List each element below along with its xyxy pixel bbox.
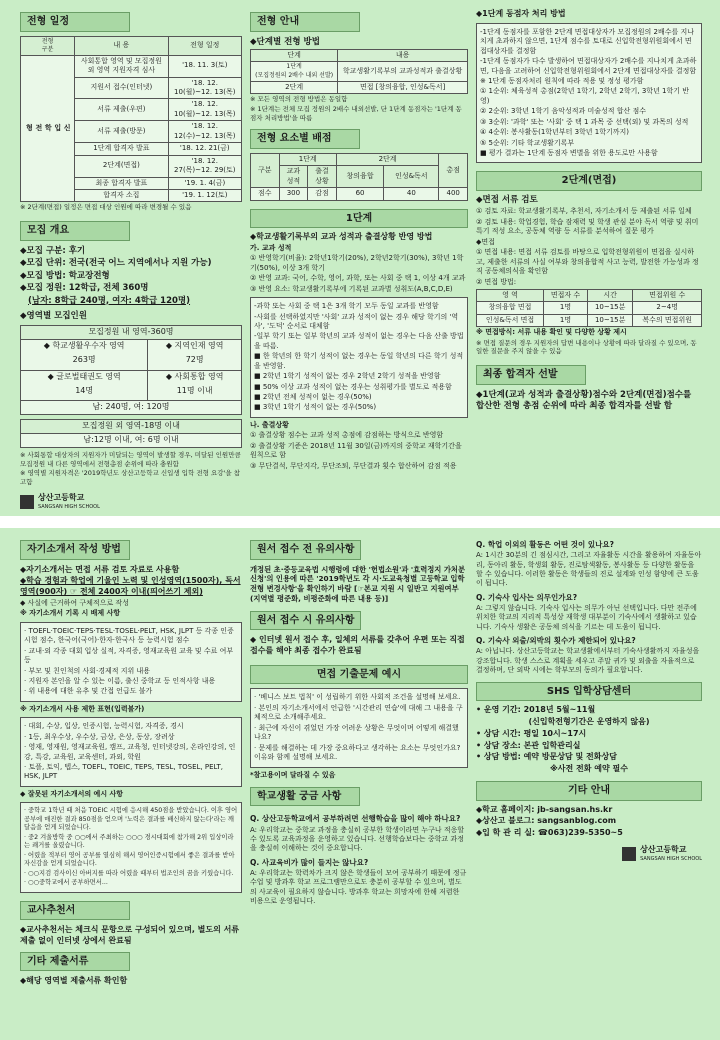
s1-box <box>250 297 468 418</box>
sched-cell: '18. 12. 12(수)~12. 13(목) <box>168 121 241 143</box>
list-item: ⑤ 5순위: 기타 학교생활기록부 <box>480 138 575 147</box>
list-item: · TOEFL·TOEIC·TEPS·TESL·TOSEL·PELT, HSK, JLPT 등 각종 인증 시험 점수, 한국어(국어)·한자·한국사 등 능력시험 점수 <box>24 626 234 645</box>
faq-question: Q. 학업 이외의 활동은 어떤 것이 있나요? <box>476 540 614 549</box>
info-title: 기타 안내 <box>476 781 702 801</box>
in-cell-2: ◆ 글로벌태권도 영역 14명 <box>21 370 148 401</box>
list-item: · '베니스 보트 법칙' 이 성립하기 위한 사회적 조건을 설명해 보세요. <box>254 693 461 702</box>
rule-box <box>20 622 242 702</box>
ov-0: ◆모집 구분: 후기 <box>20 245 86 256</box>
faq-question: Q. 사교육비가 많이 들지는 않나요? <box>250 857 369 867</box>
sched-cell: '18. 12. 27(목)~12. 29(토) <box>168 155 241 177</box>
sched-cell: 서류 제출(방문) <box>75 121 168 143</box>
method-title: ◆단계별 전형 방법 <box>250 36 320 47</box>
list-item: ② 면접 방법: <box>476 277 517 286</box>
faq-list-right <box>476 540 702 676</box>
method-table: 단계 내용 1단계 (모집정원의 2배수 내외 선발) 학교생활기록부의 교과성적과 출결상황 2단계 면접 [창의융합, 인성&독서] <box>250 49 468 94</box>
list-item: · 토플, 토익, 텝스, TOEFL, TOEIC, TEPS, TESL, TOSEL, PELT, HSK, JLPT <box>24 763 223 781</box>
sched-cell: '19. 1. 4(금) <box>168 177 241 189</box>
list-item: -사회를 선택하였지만 '사회' 교과 성적이 없는 경우 해당 학기의 '역사', '도덕' 순서로 대체함 <box>254 312 459 330</box>
cau-title: 원서 접수 시 유의사항 <box>250 611 361 631</box>
sched-cell: '18. 12. 21(금) <box>168 143 241 155</box>
list-item: · 대회, 수상, 입상, 인증시험, 능력시험, 자격증, 경시 <box>24 722 184 731</box>
tie-box <box>476 23 702 164</box>
ov-1: ◆모집 단위: 전국(전국 어느 지역에서나 지원 가능) <box>20 258 212 269</box>
list-item: · 교내·외 각종 대회 입상 실적, 자격증, 영재교육원 교육 및 수료 여부 등 <box>24 646 234 665</box>
faq-answer: A: 그렇지 않습니다. 기숙사 입사는 의무가 아닌 선택입니다. 다만 전주에 위치한 학교의 지리적 특성상 재학생 대부분이 기숙사에서 생활하고 있습니다. 기숙사 생활은 공동체 의식을 기르는 데 도움이 됩니다. <box>476 604 697 631</box>
faq-answer: A: 1시간 30분의 긴 점심시간, 그리고 자율활동 시간을 활용하여 자율동아리, 동아리 활동, 학생회 활동, 진로탐색활동, 봉사활동 등 다양한 활동을 할 수 있습니다. 이러한 활동은 학생들의 진로 설계와 인성 함양에 큰 도움이 됩니다. <box>476 551 702 588</box>
top-col-1 <box>20 8 242 510</box>
list-item: -1단계 동점자를 포함한 2단계 면접대상자가 모집정원의 2배수를 지나치게 초과하지 않으면, 1단계 점수를 토대로 신입학전형위원회에서 면접대상자를 결정함 <box>480 27 695 55</box>
s2-items <box>476 207 702 287</box>
list-item: · 중학교 1학년 때 처음 TOEIC 시험에 응시해 450점을 받았습니다. 이후 영어공부에 매진한 결과 850점을 얻으며 '노력은 결과를 배신하지 않는다'라는 깨달음을 얻게 되었습니다. <box>24 807 238 832</box>
list-item: · 영재, 영재원, 영재교육원, 캠프, 교육청, 인터넷강의, 온라인강의, 인강, 특강, 교육원, 교육센터, 과외, 학원 <box>24 743 236 761</box>
list-item: · ○○지검 검사이신 아버지를 따라 어렸을 때부터 법조인의 꿈을 키웠습니다. <box>24 869 234 877</box>
list-item: ② 검토 내용: 학업경험, 학습 잠재력 및 학생 관심 분야 독서 역량 및 취미 특기 적성 요소, 공동체 역량 등 서류를 분석하여 질문 평가 <box>476 217 699 236</box>
list-item: -과학 또는 사회 중 택 1은 3개 학기 모두 동일 교과를 반영함 <box>254 302 439 311</box>
faq-answer: A: 우리학교는 중학교 과정을 충실히 공부한 학생이라면 누구나 적응할 수 있도록 교육과정을 운영하고 있습니다. 선행학습보다는 중학교 과정을 충실히 이해하는 것이 중요합니다. <box>250 825 465 853</box>
list-item: ■ 한 학년의 한 학기 성적이 없는 경우는 동일 학년의 다른 학기 성적을 반영함. <box>254 352 464 370</box>
ivq-box <box>250 688 468 767</box>
list-item: ④ 4순위: 봉사활동(1학년부터 3학년 1학기까지) <box>480 128 630 137</box>
faq-question: Q. 기숙사 외출/외박의 횟수가 제한되어 있나요? <box>476 636 636 646</box>
center-title: SHS 입학상담센터 <box>476 682 702 702</box>
list-item: · 최근에 자신이 겪었던 가장 어려운 상황은 무엇이며 어떻게 해결했나요? <box>254 723 459 742</box>
list-item: ■ 평가 결과는 1단계 동점자 변별을 위한 용도로만 사용함 <box>480 149 658 158</box>
bot-col-2: 원서 접수 전 유의사항 개정된 초·중등교육법 시행령에 대한 '헌법소원'과 '효력정지 가처분신청'의 인용에 따른 '2019학년도 각 시·도교육청별 고등학교 입학전형 변경사항'을 확인하기 바람 [☞본교 지원 시 일반고 지원여부 (지역별 평준화, 비평준화에 따른 내용 등)] 원서 접수 시 유의사항 ◆ 인터넷 원서 접수 후, 일체의 서류를 갖추어 우편 또는 직접 접수를 해야 최종 접수가 완료됨 면접 기출문제 예시 · '베니스 보트 법칙' 이 성립하기 위한 사회적 조건을 설명해 보세요. · 본인의 자기소개서에서 언급한 '시간관리 연습'에 대해 그 내용을 구체적으로 소개해주세요. · 최근에 자신이 겪었던 가장 어려운 상황은 무엇이며 어떻게 해결했나요? · 문제를 해결하는 데 가장 중요하다고 생각하는 요소는 무엇인가요? 이유와 함께 설명해 보세요. *참고용이며 달라질 수 있음 학교생활 궁금 사항 Q. 상산고등학교에서 공부하려면 선행학습을 많이 해야 하나요? A: 우리학교는 중학교 과정을 충실히 공부한 학생이라면 누구나 적응할 수 있도록 교육과정을 운영하고 있습니다. 선행학습보다는 중학교 과정을 충실히 이해하는 것이 중요합니다. Q. 사교육비가 많이 들지는 않나요? A: 우리학교는 학력차가 크지 않은 학생들이 모여 공부하기 때문에 정규수업 및 방과후 학교 프로그램만으로도 충분히 공부할 수 있으며, 별도의 사교육이 필요하지 않습니다. 방과후 학교는 희망자에 한해 저렴한 비용으로 운영됩니다. <box>250 536 468 908</box>
list-item: ■ 50% 이상 교과 성적이 없는 경우는 성취평가를 별도로 적용함 <box>254 382 452 391</box>
guide-title: 전형 안내 <box>250 12 360 32</box>
forbid-box <box>20 717 242 787</box>
score-title: 전형 요소별 배점 <box>250 129 360 149</box>
out-sub: 남:12명 이내, 여: 6명 이내 <box>21 434 242 448</box>
list-item: -일부 학기 또는 일부 학년의 교과 성적이 없는 경우는 다음 산출 방법을 따름. <box>254 332 464 350</box>
overview-title: 모집 개요 <box>20 221 130 241</box>
list-item: ① 면접 내용: 면접 서류 검토를 바탕으로 입학전형위원이 면접을 실시하고, 제출한 서류의 사실 여부와 창의융합적 사고 능력, 발전한 가능성과 정직 공동체의식을 확인함 <box>476 248 699 276</box>
faq-question: Q. 상산고등학교에서 공부하려면 선행학습을 많이 해야 하나요? <box>250 814 461 824</box>
blog-link[interactable]: ◆상산고 블로그: sangsanblog.com <box>476 816 617 826</box>
sched-cell: '19. 1. 12(토) <box>168 189 241 201</box>
sched-note: ※ 2단계(면접) 일정은 면접 대상 인원에 따라 변경될 수 있음 <box>20 203 192 212</box>
list-item: · 1등, 최우수상, 우수상, 금상, 은상, 동상, 장려상 <box>24 732 175 741</box>
bottom-sheet <box>0 528 720 1040</box>
top-col-2: 전형 안내 ◆단계별 전형 방법 단계 내용 1단계 (모집정원의 2배수 내외 선발) 학교생활기록부의 교과성적과 출결상황 2단계 면접 [창의융합, 인성&독서] ※ 모든 영역의 전형 방법은 동일함 ※ 1단계는 전체 모집 정원의 2배수 내외선발, 단 1단계 동점자는 '1단계 동점자 처리방법'을 따름 전형 요소별 배점 구분 1단계 2단계 총점 교과 성적 출결 상황 창의융합 인성&독서 점수 300 감점 60 40 400 1단계 ◆학교생활기록부의 교과 성적과 출결상황 반영 방법 가. 교과 성적 ① 반영학기(비율): 2학년1학기(20%), 2학년2학기(30%), 3학년 1학기(50%), 이상 3개 학기 ② 반영 교과: 국어, 수학, 영어, 과학, 또는 사회 중 택 1, 이상 4개 교과 ③ 반영 요소: 학교생활기록부에 기록된 교과별 성취도(A,B,C,D,E) -과학 또는 사회 중 택 1은 3개 학기 모두 동일 교과를 반영함 -사회를 선택하였지만 '사회' 교과 성적이 없는 경우 해당 학기의 '역사', '도덕' 순서로 대체함 -일부 학기 또는 일부 학년의 교과 성적이 없는 경우는 다음 산출 방법을 따름. ■ 한 학년의 한 학기 성적이 없는 경우는 동일 학년의 다른 학기 성적을 반영함. ■ 2학년 1학기 성적이 없는 경우 2학년 2학기 성적을 반영함 ■ 50% 이상 교과 성적이 없는 경우는 성취평가를 별도로 적용함 ■ 2학년 전체 성적이 없는 경우(50%) ■ 3학년 1학기 성적이 없는 경우(50%) 나. 출결상황 ① 출결상황 점수는 교과 성적 총점에 감점하는 방식으로 반영함 ② 출결상황 기준은 2018년 11월 30일(금)까지의 중학교 재학기간을 원칙으로 함 ③ 무단결석, 무단지각, 무단조퇴, 무단결과 횟수 합산하여 감점 적용 <box>250 8 468 472</box>
list-item: · 부모 및 친인척의 사회·경제적 지위 내용 <box>24 666 150 675</box>
in-cell-3: ◆ 사회통합 영역 11명 이내 <box>148 370 242 401</box>
sched-cell: 지원서 접수(인터넷) <box>75 77 168 99</box>
faq-title: 학교생활 궁금 사항 <box>250 787 360 807</box>
list-item: · 어렸을 적부터 영어 공부를 열심히 해서 영어인증시험에서 좋은 결과를 받아 자신감을 얻게 되었습니다. <box>24 851 235 868</box>
self-title: 자기소개서 작성 방법 <box>20 540 130 560</box>
pre-title: 원서 접수 전 유의사항 <box>250 540 361 560</box>
faq-answer: A: 우리학교는 학력차가 크지 않은 학생들이 모여 공부하기 때문에 정규수업 및 방과후 학교 프로그램만으로도 충분히 공부할 수 있으며, 별도의 사교육이 필요하지 않습니다. 방과후 학교는 희망자에 한해 저렴한 비용으로 운영됩니다. <box>250 869 467 906</box>
list-item: · ○○중학교에서 공부하면서... <box>24 879 108 887</box>
sched-cell: 합격자 소집 <box>75 189 168 201</box>
sched-side: 신 입 학 전 형 <box>21 55 75 202</box>
bot-col-1: 자기소개서 작성 방법 ◆자기소개서는 면접 서류 검토 자료로 사용함 ◆학습 경험과 학업에 기울인 노력 및 인성영역(1500자), 독서영역(900자) ☞ 전체 2400자 이내(띄어쓰기 제외) ◆ 사실에 근거하여 구체적으로 작성 ※ 자기소개서 기록 시 배제 사항 · TOEFL·TOEIC·TEPS·TESL·TOSEL·PELT, HSK, JLPT 등 각종 인증 시험 점수, 한국어(국어)·한자·한국사 등 능력시험 점수 · 교내·외 각종 대회 입상 실적, 자격증, 영재교육원 교육 및 수료 여부 등 · 부모 및 친인척의 사회·경제적 지위 내용 · 지원자 본인을 알 수 있는 이름, 출신 중학교 등 인적사항 내용 · 위 내용에 대한 유추 및 간접 언급도 불가 ※ 자기소개서 사용 제한 표현(입력불가) · 대회, 수상, 입상, 인증시험, 능력시험, 자격증, 경시 · 1등, 최우수상, 우수상, 금상, 은상, 동상, 장려상 · 영재, 영재원, 영재교육원, 캠프, 교육청, 인터넷강의, 온라인강의, 인강, 특강, 교육원, 교육센터, 과외, 학원 · 토플, 토익, 텝스, TOEFL, TOEIC, TEPS, TESL, TOSEL, PELT, HSK, JLPT ◆ 잘못된 자기소개서의 예시 사항 · 중학교 1학년 때 처음 TOEIC 시험에 응시해 450점을 받았습니다. 이후 영어공부에 매진한 결과 850점을 얻으며 '노력은 결과를 배신하지 않는다'라는 깨달음을 얻게 되었습니다. · 중2 겨울방학 중 ○○에서 주최하는 ○○○ 경시대회에 참가해 2위 입상이라는 쾌거를 올렸습니다. · 어렸을 적부터 영어 공부를 열심히 해서 영어인증시험에서 좋은 결과를 받아 자신감을 얻게 되었습니다. · ○○지검 검사이신 아버지를 따라 어렸을 때부터 법조인의 꿈을 키웠습니다. · ○○중학교에서 공부하면서... 교사추천서 ◆교사추천서는 체크식 문항으로 구성되어 있으며, 별도의 서류 제출 없이 인터넷 상에서 완료됨 기타 제출서류 ◆해당 영역별 제출서류 확인함 <box>20 536 242 988</box>
iv-q-title: 면접 기출문제 예시 <box>250 665 468 685</box>
sched-cell: 최종 합격자 발표 <box>75 177 168 189</box>
schedule-table <box>20 36 242 203</box>
list-item: · 본인의 자기소개서에서 언급한 '시간관리 연습'에 대해 그 내용을 구체적으로 소개해주세요. <box>254 703 463 722</box>
sched-head-0: 전형 구분 <box>21 36 75 55</box>
area-title: ◆영역별 모집인원 <box>20 310 87 321</box>
out-head: 모집정원 외 영역-18명 이내 <box>21 420 242 434</box>
list-item: ■ 2학년 전체 성적이 없는 경우(50%) <box>254 393 372 401</box>
list-item: · 중2 겨울방학 중 ○○에서 주최하는 ○○○ 경시대회에 참가해 2위 입상이라는 쾌거를 올렸습니다. <box>24 833 234 850</box>
list-item: ① 검토 자료: 학교생활기록부, 추천서, 자기소개서 등 제출된 서류 일체 <box>476 207 692 216</box>
note-1: ※ 영역별 지원자격은 '2019학년도 상산고등학교 신입생 입학 전형 요강'을 참고함 <box>20 469 240 487</box>
top-col-3: ◆1단계 동점자 처리 방법 -1단계 동점자를 포함한 2단계 면접대상자가 모집정원의 2배수를 지나치게 초과하지 않으면, 1단계 점수를 토대로 신입학전형위원회에서 면접대상자를 결정함 -1단계 동점자가 다수 발생하여 면접대상자가 2배수를 지나치게 초과하면, 다음을 고려하여 신입학전형위원회에서 2단계 면접대상자를 결정함 ※ 1단계 동점자처리 원칙에 따라 적용 및 정성 평가함 ① 1순위: 체육성적 총점(2학년 1학기, 2학년 2학기, 3학년 1학기 반영) ② 2순위: 3학년 1학기 음악성적과 미술성적 합산 점수 ③ 3순위: '과학' 또는 '사회' 중 택 1 과목 중 선택(외) 및 과목의 성적 ④ 4순위: 봉사활동(1학년부터 3학년 1학기까지) ⑤ 5순위: 기타 학교생활기록부 ■ 평가 결과는 1단계 동점자 변별을 위한 용도로만 사용함 2단계(면접) ◆면접 서류 검토 ① 검토 자료: 학교생활기록부, 추천서, 자기소개서 등 제출된 서류 일체 ② 검토 내용: 학업경험, 학습 잠재력 및 학생 관심 분야 독서 역량 및 취미 특기 적성 요소, 공동체 역량 등 서류를 분석하여 질문 평가 ◆면접 ① 면접 내용: 면접 서류 검토를 바탕으로 입학전형위원이 면접을 실시하고, 제출한 서류의 사실 여부와 창의융합적 사고 능력, 발전한 가능성과 정직 공동체의식을 확인함 ② 면접 방법: 영 역 면접자 수 시간 면접위원 수 창의융합 면접 1명 10~15분 2~4명 인성&독서 면접 1명 10~15분 복수의 면접위원 ※ 면접방식: 서류 내용 확인 및 다양한 상황 제시 ※ 면접 질문의 경우 지원자의 답변 내용이나 상황에 따라 달라질 수 있으며, 동일한 질문을 주지 않을 수 있음 최종 합격자 선발 ◆1단계(교과 성적과 출결상황)점수와 2단계(면접)점수를 합산한 전형 총점 순위에 따라 최종 합격자를 선발 함 <box>476 8 702 414</box>
sched-row <box>21 55 242 77</box>
list-item: ■ 2학년 1학기 성적이 없는 경우 2학년 2학기 성적을 반영함 <box>254 372 441 381</box>
faq-answer: A: 아닙니다. 상산고등학교는 학교생활에서부터 기숙사생활까지 자율성을 강조합니다. 학생 스스로 계획을 세우고 주말 귀가 및 외출을 자율적으로 결정하며, 단 외박 시에는 학부모의 동의가 필요합니다. <box>476 647 700 675</box>
note-0: ※ 사회통합 대상자의 지원자가 미달되는 영역이 발생할 경우, 미달된 인원만큼 모집정원 내 다른 영역에서 전형총점 순위에 따라 충원함 <box>20 450 241 468</box>
list-item: ② 2순위: 3학년 1학기 음악성적과 미술성적 합산 점수 <box>480 107 647 116</box>
school-logo-bottom: 상산고등학교 SANGSAN HIGH SCHOOL <box>476 845 702 863</box>
list-item: ① 1순위: 체육성적 총점(2학년 1학기, 2학년 2학기, 3학년 1학기 반영) <box>480 87 690 105</box>
in-total: 남: 240명, 여: 120명 <box>21 401 242 415</box>
sched-head-2: 전형 일정 <box>168 36 241 55</box>
top-sheet <box>0 0 720 516</box>
sched-cell: 1단계 합격자 발표 <box>75 143 168 155</box>
faq-list-left <box>250 814 468 906</box>
ov-3: ◆모집 정원: 12학급, 전체 360명 <box>20 283 149 294</box>
in-cell-1: ◆ 지역인재 영역 72명 <box>148 340 242 371</box>
list-item: ③ 3순위: '과학' 또는 '사회' 중 택 1 과목 중 선택(외) 및 과목의 성적 <box>480 117 689 126</box>
bot-col-3: Q. 학업 이외의 활동은 어떤 것이 있나요? A: 1시간 30분의 긴 점심시간, 그리고 자율활동 시간을 활용하여 자율동아리, 동아리 활동, 학생회 활동, 진로탐색활동, 봉사활동 등 다양한 활동을 할 수 있습니다. 이러한 활동은 학생들의 진로 설계와 인성 함양에 큰 도움이 됩니다. Q. 기숙사 입사는 의무인가요? A: 그렇지 않습니다. 기숙사 입사는 의무가 아닌 선택입니다. 다만 전주에 위치한 학교의 지리적 특성상 재학생 대부분이 기숙사에서 생활하고 있습니다. 기숙사 생활은 공동체 의식을 기르는 데 도움이 됩니다. Q. 기숙사 외출/외박의 횟수가 제한되어 있나요? A: 아닙니다. 상산고등학교는 학교생활에서부터 기숙사생활까지 자율성을 강조합니다. 학생 스스로 계획을 세우고 주말 귀가 및 외출을 자율적으로 결정하며, 단 외박 시에는 학부모의 동의가 필요합니다. SHS 입학상담센터 • 운영 기간: 2018년 5월~11월 (신입학전형기간은 운영하지 않음) • 상담 시간: 평일 10시~17시 • 상담 장소: 본관 입학관리실 • 상담 방법: 예약 방문상담 및 전화상담 ※사전 전화 예약 필수 기타 안내 ◆학교 홈페이지: jb-sangsan.hs.kr ◆상산고 블로그: sangsanblog.com ◆입 학 관 리 실: ☎063)239-5350~5 상산고등학교 SANGSAN HIGH SCHOOL <box>476 540 702 862</box>
sched-cell: '18. 12. 10(월)~12. 13(목) <box>168 99 241 121</box>
tie-title: ◆1단계 동점자 처리 방법 <box>476 9 566 18</box>
final-title: 최종 합격자 선발 <box>476 365 586 385</box>
homepage-link[interactable]: ◆학교 홈페이지: jb-sangsan.hs.kr <box>476 804 613 814</box>
out-table <box>20 419 242 448</box>
in-head: 모집정원 내 영역-360명 <box>21 326 242 340</box>
list-item: ■ 3학년 1학기 성적이 없는 경우(50%) <box>254 403 377 412</box>
interview-table: 영 역 면접자 수 시간 면접위원 수 창의융합 면접 1명 10~15분 2~4명 인성&독서 면접 1명 10~15분 복수의 면접위원 <box>476 289 702 327</box>
school-logo: 상산고등학교 SANGSAN HIGH SCHOOL <box>20 493 242 511</box>
list-item: · 위 내용에 대한 유추 및 간접 언급도 불가 <box>24 687 153 696</box>
sched-cell: '18. 11. 3(토) <box>168 55 241 77</box>
ov-sub: (남자: 8학급 240명, 여자: 4학급 120명) <box>28 295 191 306</box>
score-table: 구분 1단계 2단계 총점 교과 성적 출결 상황 창의융합 인성&독서 점수 300 감점 60 40 400 <box>250 153 468 201</box>
sched-head-1: 내 용 <box>75 36 168 55</box>
sched-cell: 서류 제출(우편) <box>75 99 168 121</box>
faq-question: Q. 기숙사 입사는 의무인가요? <box>476 592 578 602</box>
etc-title: 기타 제출서류 <box>20 952 130 972</box>
school-emblem-icon <box>622 847 636 861</box>
school-emblem-icon <box>20 495 34 509</box>
phone-number: ◆입 학 관 리 실: ☎063)239-5350~5 <box>476 828 623 838</box>
list-item: ※ 1단계 동점자처리 원칙에 따라 적용 및 정성 평가함 <box>480 76 644 85</box>
stage2-title: 2단계(면접) <box>476 171 702 191</box>
final-text: ◆1단계(교과 성적과 출결상황)점수와 2단계(면접)점수를 합산한 전형 총점 순위에 따라 최종 합격자를 선발 함 <box>476 389 692 412</box>
sched-cell: 2단계(면접) <box>75 155 168 177</box>
in-cell-0: ◆ 학교생활우수자 영역 263명 <box>21 340 148 371</box>
sched-cell: '18. 12. 10(월)~12. 13(목) <box>168 77 241 99</box>
list-item: · 지원자 본인을 알 수 있는 이름, 출신 중학교 등 인적사항 내용 <box>24 676 216 685</box>
stage1-title: 1단계 <box>250 209 468 229</box>
quota-table <box>20 325 242 415</box>
list-item: -1단계 동점자가 다수 발생하여 면접대상자가 2배수를 지나치게 초과하면, 다음을 고려하여 신입학전형위원회에서 2단계 면접대상자를 결정함 <box>480 57 697 75</box>
list-item: ◆면접 <box>476 237 495 246</box>
ov-2: ◆모집 방법: 학교장전형 <box>20 270 110 281</box>
wrong-box <box>20 802 242 893</box>
list-item: · 문제를 해결하는 데 가장 중요하다고 생각하는 요소는 무엇인가요? 이유와 함께 설명해 보세요. <box>254 743 461 762</box>
rec-title: 교사추천서 <box>20 901 130 921</box>
sched-cell: 사회통합 영역 및 모집정원 외 영역 지원자격 심사 <box>75 55 168 77</box>
schedule-title: 전형 일정 <box>20 12 130 32</box>
